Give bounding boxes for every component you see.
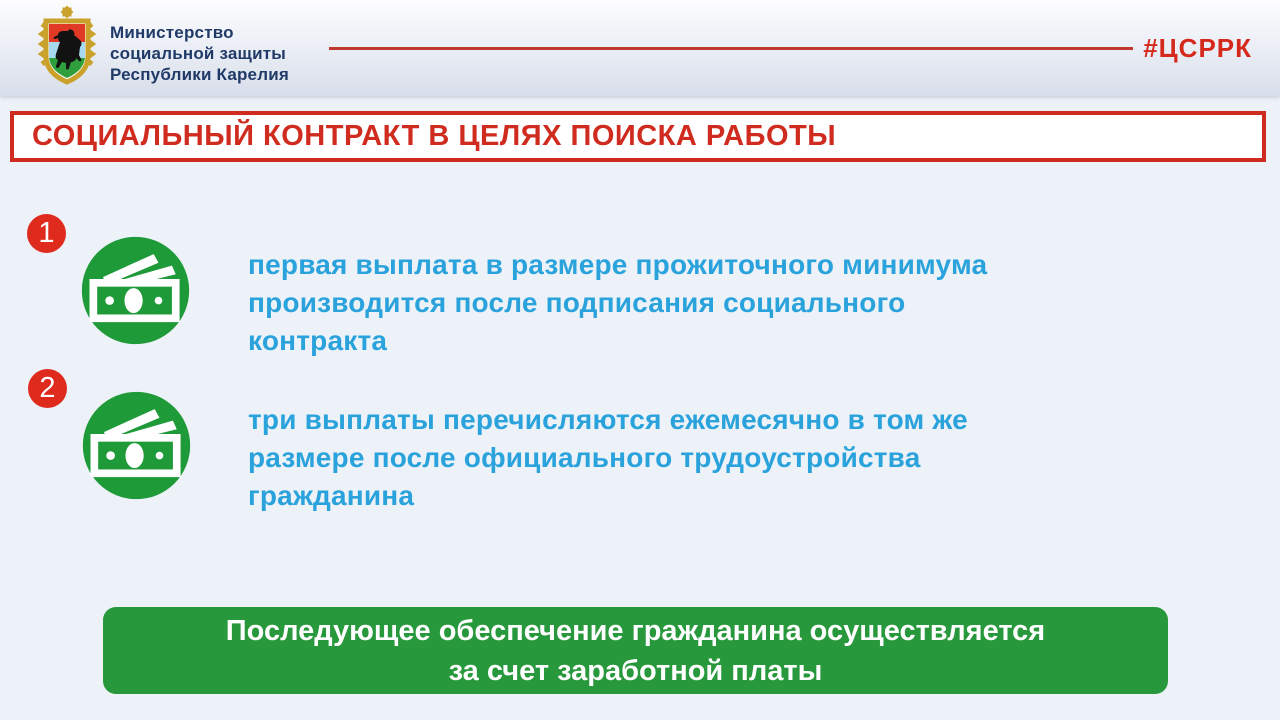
money-banknotes-icon <box>78 233 193 348</box>
header <box>0 0 1280 96</box>
header-divider-line <box>329 47 1133 50</box>
item-text-line: три выплаты перечисляются ежемесячно в том же <box>248 404 968 435</box>
item-number: 1 <box>38 217 55 249</box>
footer-line-2: за счет заработной платы <box>448 654 823 687</box>
item-number-badge <box>27 214 66 253</box>
hashtag-label: #ЦСРРК <box>1143 33 1252 63</box>
footer-banner <box>103 607 1168 694</box>
item-text <box>248 401 968 515</box>
money-banknotes-icon <box>79 388 194 503</box>
item-text-line: размере после официального трудоустройства <box>248 442 921 473</box>
item-number-badge <box>28 369 67 408</box>
item-text-line: гражданина <box>248 480 415 511</box>
ministry-line-1: Министерство <box>110 23 234 42</box>
karelia-coat-of-arms-icon <box>33 4 101 92</box>
ministry-name <box>110 22 289 85</box>
item-number: 2 <box>39 372 56 404</box>
item-text-line: первая выплата в размере прожиточного минимума <box>248 249 988 280</box>
ministry-line-2: социальной защиты <box>110 44 286 63</box>
slide-title-box <box>10 111 1266 162</box>
item-text-line: производится после подписания социального <box>248 287 906 318</box>
footer-line-1: Последующее обеспечение гражданина осуществляется <box>225 614 1046 647</box>
item-text <box>248 246 987 360</box>
ministry-line-3: Республики Карелия <box>110 65 289 84</box>
item-text-line: контракта <box>248 325 388 356</box>
slide-title: СОЦИАЛЬНЫЙ КОНТРАКТ В ЦЕЛЯХ ПОИСКА РАБОТЫ <box>32 120 837 152</box>
